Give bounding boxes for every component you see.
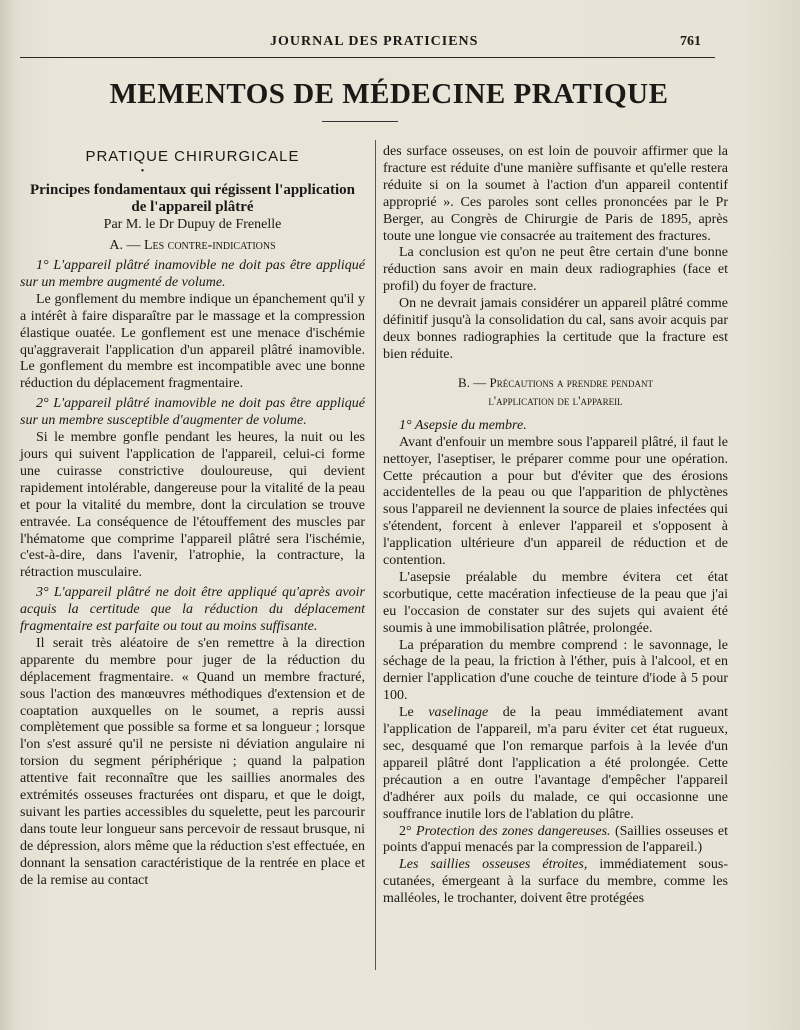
byline: Par M. le Dr Dupuy de Frenelle (103, 217, 282, 232)
paragraph: des surface osseuses, on est loin de pouvoir affirmer que la fracture est réduite d'une manière suffisante et qu'elle restera réduite si on la soumet à l'action d'un appareil contentif approprié ». Ces paroles sont celles prononcées par le Pr Berger, au Congrès de Chirurgie de Paris de 1895, après toute une longue vie consacrée au traitement des fractures. (383, 144, 728, 244)
subhead-b-line-1: B. — Précautions a prendre pendant (458, 374, 653, 390)
subhead-b-line-2: l'application de l'appareil (488, 392, 623, 408)
main-title: MEMENTOS DE MÉDECINE PRATIQUE (109, 78, 669, 110)
text-run: 2° (399, 823, 417, 839)
header-rule (20, 57, 715, 58)
item-protection (383, 824, 728, 858)
article-title (20, 182, 365, 216)
article-title-line-1: Principes fondamentaux qui régissent l'application (29, 182, 356, 198)
rule-1: 1° L'appareil plâtré inamovible ne doit pas être appliqué sur un membre augmenté de volume. (20, 258, 365, 290)
right-column (383, 144, 728, 908)
subhead-b (383, 374, 728, 410)
paragraph: On ne devrait jamais considérer un appareil plâtré comme définitif jusqu'à la consolidation du cal, sans avoir acquis par deux bonnes radiographies la certitude que la fracture est bien réduite. (383, 296, 728, 362)
paragraph: Le gonflement du membre indique un épanchement qu'il y a intérêt à faire disparaître par le massage et la compression élastique ouatée. Le gonflement est une menace d'ischémie qu'aggraverait l'application d'un appareil plâtré inamovible. Le gonflement du membre est incompatible avec une bonne réduction du déplacement fragmentaire. (20, 291, 365, 392)
title-rule (322, 121, 398, 122)
rule-2: 2° L'appareil plâtré inamovible ne doit pas être appliqué sur un membre susceptible d'augmenter de volume. (20, 396, 365, 429)
paragraph: La conclusion est qu'on ne peut être certain d'une bonne réduction sans avoir en main deux radiographies (face et profil) du foyer de fracture. (383, 245, 728, 295)
paragraph: La préparation du membre comprend : le savonnage, le séchage de la peau, la friction à l'éther, puis à l'alcool, et en dernier l'application d'une couche de teinture d'iode à 5 pour 100. (383, 637, 728, 704)
article-title-line-2: de l'appareil plâtré (131, 199, 254, 215)
subhead-a: A. — Les contre-indications (109, 238, 276, 253)
paragraph: L'asepsie préalable du membre évitera cet état scorbutique, cette macération infectieuse de la peau que j'ai eu l'occasion de constater sur des sujets qui avaient été soumis à une immobilisation plâtrée, prolongée. (383, 569, 728, 636)
paragraph: Il serait très aléatoire de s'en remettre à la direction apparente du membre pour juger de la réduction du déplacement fragmentaire. « Quand un membre fracturé, sous l'action des manœuvres méthodiques d'extension et de coaptation auxquelles on le soumet, a repris aussi complètement que possible sa forme et sa longueur ; lorsque l'on s'est assuré qu'il ne persiste ni déviation angulaire ni torsion du segment périphérique ; quand la palpation attentive fait reconnaître que les saillies anormales des extrémités osseuses fracturées ont disparu, et que le doigt, suivant les parties accessibles du squelette, peut les parcourir dans toute leur longueur sans percevoir de ressaut brusque, ni de dépression, alors même que la réduction s'est effectuée, en donnant la sensation caractéristique de la rentrée en place et de la remise au contact (20, 635, 365, 888)
emphasis: Les saillies osseuses étroites, (399, 857, 588, 873)
emphasis: Protection des zones dangereuses. (416, 823, 611, 839)
text-run: Le (399, 705, 429, 721)
paragraph: Avant d'enfouir un membre sous l'appareil plâtré, il faut le nettoyer, l'aseptiser, le préparer comme pour une opération. Cette précaution a pour but d'éviter que des érosions accidentelles de la peau ou que l'apparition de phlyctènes sous l'appareil ne deviennent la source de plaies infectées qui s'étendent, forcent à enlever l'appareil et s'opposent à l'application ultérieure d'un appareil de réduction et de contention. (383, 434, 728, 569)
text-run: immédiatement sous-cutanées, émergeant à la surface du membre, comme les malléoles, le trochanter, doivent être protégées (383, 857, 728, 907)
paragraph-saillies (383, 857, 728, 908)
paragraph-vaselinage (383, 705, 728, 823)
running-title: JOURNAL DES PRATICIENS (270, 34, 479, 49)
paragraph: Si le membre gonfle pendant les heures, la nuit ou les jours qui suivent l'application de l'appareil, celui-ci forme une cuirasse constrictive douloureuse, qui devient rapidement intolérable, dangereuse pour la vitalité de la peau et pour la vitalité du membre, dont la circulation se trouve entravée. La conséquence de l'étouffement des muscles par l'hématome que comprime l'appareil plâtré sera l'ischémie, c'est-à-dire, dans l'avenir, l'atrophie, la contracture, la rétraction musculaire. (20, 430, 365, 581)
page-header (0, 34, 800, 54)
column-divider (375, 140, 376, 970)
page-number: 761 (680, 34, 701, 49)
text-run: de la peau immédiatement avant l'application de l'appareil, m'a paru éviter cet état rugueux, sec, desquamé que l'on remarque parfois à la levée d'un appareil plâtré dont l'application a été prolongée. Cette précaution a en outre l'avantage d'empêcher l'appareil d'adhérer aux poils du malade, ce qui occasionne une souffrance inutile lors de l'ablation du plâtre. (383, 705, 729, 822)
rule-3: 3° L'appareil plâtré ne doit être appliqué qu'après avoir acquis la certitude que la réduction du déplacement fragmentaire est parfaite ou tout au moins suffisante. (20, 585, 365, 635)
emphasis: vaselinage (428, 705, 489, 721)
ornament-dot: • (140, 166, 145, 177)
left-column (20, 144, 365, 890)
section-title: PRATIQUE CHIRURGICALE (85, 148, 300, 165)
text-run: (Saillies osseuses et points d'appui menacés par la compression de l'appareil.) (383, 823, 728, 856)
item-asepsie: 1° Asepsie du membre. (399, 417, 527, 433)
